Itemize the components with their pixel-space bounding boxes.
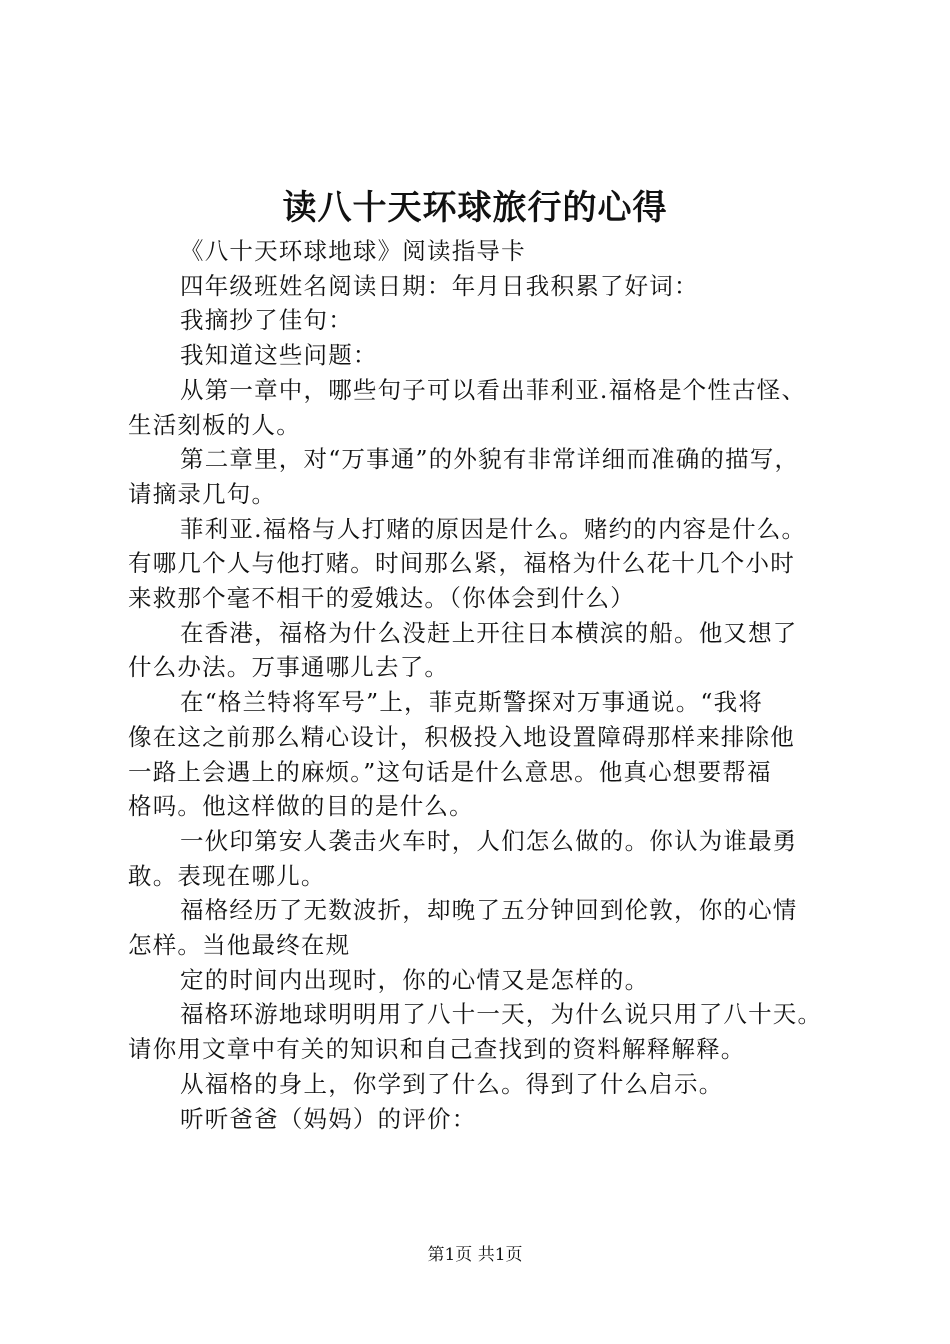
text-line: 从福格的身上，你学到了什么。得到了什么启示。 [180, 1069, 724, 1098]
text-line: 请你用文章中有关的知识和自己查找到的资料解释解释。 [128, 1035, 746, 1064]
paragraph [128, 1067, 850, 1102]
text-line: 定的时间内出现时，你的心情又是怎样的。 [180, 965, 650, 994]
paragraph [128, 338, 850, 373]
paragraph [128, 616, 850, 685]
paragraph [128, 442, 850, 511]
paragraph [128, 303, 850, 338]
text-line: 听听爸爸（妈妈）的评价： [180, 1104, 477, 1133]
paragraph [128, 893, 850, 962]
text-line: 像在这之前那么精心设计，积极投入地设置障碍那样来排除他 [128, 722, 795, 751]
paragraph [128, 997, 850, 1066]
page-footer: 第1页 共1页 [427, 1245, 523, 1265]
paragraph [128, 269, 850, 304]
text-line: 什么办法。万事通哪儿去了。 [128, 653, 450, 682]
text-line: 一路上会遇上的麻烦。”这句话是什么意思。他真心想要帮福 [128, 757, 772, 786]
text-line: 我知道这些问题： [180, 341, 378, 370]
text-line: 我摘抄了佳句： [180, 306, 353, 335]
text-line: 生活刻板的人。 [128, 410, 301, 439]
document-title: 读八十天环球旅行的心得 [282, 188, 668, 228]
text-line: 四年级班姓名阅读日期：年月日我积累了好词： [180, 271, 699, 300]
text-line: 福格经历了无数波折，却晚了五分钟回到伦敦，你的心情 [180, 896, 798, 925]
text-line: 从第一章中，哪些句子可以看出菲利亚.福格是个性古怪、 [180, 375, 807, 404]
text-line: 敢。表现在哪儿。 [128, 861, 326, 890]
text-line: 在“格兰特将军号”上，菲克斯警探对万事通说。“我将 [180, 688, 764, 717]
text-line: 一伙印第安人袭击火车时，人们怎么做的。你认为谁最勇 [180, 826, 798, 855]
text-line: 请摘录几句。 [128, 479, 277, 508]
text-line: 格吗。他这样做的目的是什么。 [128, 792, 474, 821]
paragraph [128, 1102, 850, 1137]
paragraph [128, 512, 850, 616]
text-line: 怎样。当他最终在规 [128, 931, 351, 960]
text-line: 来救那个毫不相干的爱娥达。（你体会到什么） [128, 584, 635, 613]
text-line: 《八十天环球地球》阅读指导卡 [180, 237, 526, 265]
text-line: 第二章里，对“万事通”的外貌有非常详细而准确的描写， [180, 445, 800, 474]
paragraph [128, 373, 850, 442]
text-line: 有哪几个人与他打赌。时间那么紧，福格为什么花十几个小时 [128, 549, 795, 578]
document-body [128, 234, 850, 1136]
paragraph [128, 234, 850, 269]
text-line: 福格环游地球明明用了八十一天，为什么说只用了八十天。 [180, 1000, 823, 1029]
text-line: 在香港，福格为什么没赶上开往日本横滨的船。他又想了 [180, 618, 798, 647]
paragraph [128, 685, 850, 824]
paragraph [128, 963, 850, 998]
text-line: 菲利亚.福格与人打赌的原因是什么。赌约的内容是什么。 [180, 514, 807, 543]
paragraph [128, 824, 850, 893]
